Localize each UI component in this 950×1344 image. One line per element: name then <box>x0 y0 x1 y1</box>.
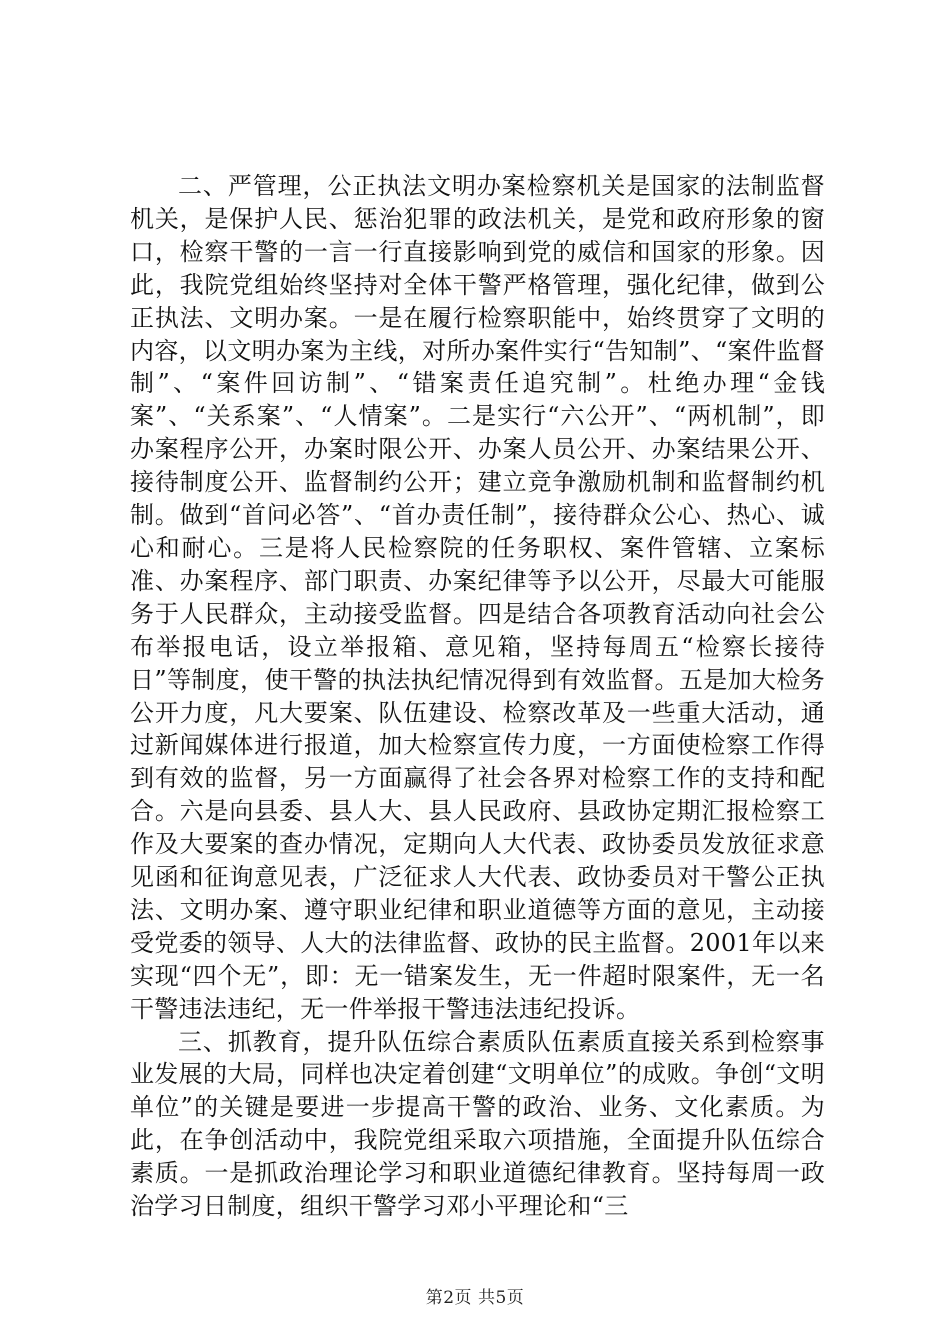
document-body <box>130 170 825 1223</box>
paragraph-education: 三、抓教育，提升队伍综合素质队伍素质直接关系到检察事业发展的大局，同样也决定着创建“文明单位”的成败。争创“文明单位”的关键是要进一步提高干警的政治、业务、文化素质。为此，在争创活动中，我院党组采取六项措施，全面提升队伍综合素质。一是抓政治理论学习和职业道德纪律教育。坚持每周一政治学习日制度，组织干警学习邓小平理论和“三 <box>130 1027 825 1221</box>
page-number-footer: 第2页 共5页 <box>425 1288 525 1308</box>
paragraph-strict-management: 二、严管理，公正执法文明办案检察机关是国家的法制监督机关，是保护人民、惩治犯罪的政法机关，是党和政府形象的窗口，检察干警的一言一行直接影响到党的威信和国家的形象。因此，我院党组始终坚持对全体干警严格管理，强化纪律，做到公正执法、文明办案。一是在履行检察职能中，始终贯穿了文明的内容，以文明办案为主线，对所办案件实行“告知制”、“案件监督制”、“案件回访制”、“错案责任追究制”。杜绝办理“金钱案”、“关系案”、“人情案”。二是实行“六公开”、“两机制”，即办案程序公开，办案时限公开、办案人员公开、办案结果公开、接待制度公开、监督制约公开；建立竞争激励机制和监督制约机制。做到“首问必答”、“首办责任制”，接待群众公心、热心、诚心和耐心。三是将人民检察院的任务职权、案件管辖、立案标准、办案程序、部门职责、办案纪律等予以公开，尽最大可能服务于人民群众，主动接受监督。四是结合各项教育活动向社会公布举报电话，设立举报箱、意见箱，坚持每周五“检察长接待日”等制度，使干警的执法执纪情况得到有效监督。五是加大检务公开力度，凡大要案、队伍建设、检察改革及一些重大活动，通过新闻媒体进行报道，加大检察宣传力度，一方面使检察工作得到有效的监督，另一方面赢得了社会各界对检察工作的支持和配合。六是向县委、县人大、县人民政府、县政协定期汇报检察工作及大要案的查办情况，定期向人大代表、政协委员发放征求意见函和征询意见表，广泛征求人大代表、政协委员对干警公正执法、文明办案、遵守职业纪律和职业道德等方面的意见，主动接受党委的领导、人大的法律监督、政协的民主监督。2001年以来实现“四个无”，即：无一错案发生，无一件超时限案件，无一名干警违法违纪，无一件举报干警违法违纪投诉。 <box>130 172 825 1023</box>
